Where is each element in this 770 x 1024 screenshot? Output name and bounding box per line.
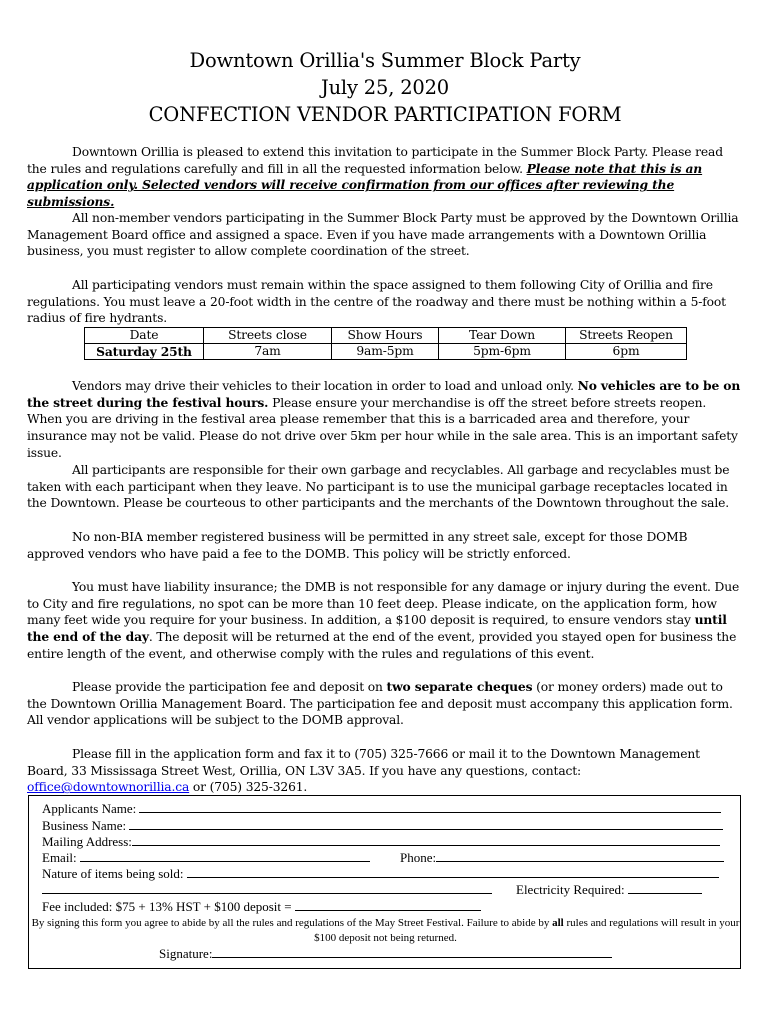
application-note: Please note that this is an application only. Selected vendors will receive confirmation from our offices after reviewing the submissions. bbox=[27, 160, 703, 210]
email-row bbox=[42, 850, 370, 866]
items-row bbox=[42, 866, 719, 882]
fee-label: Fee included: $75 + 13% HST + $100 deposit = bbox=[42, 899, 292, 914]
space-paragraph bbox=[27, 277, 743, 327]
applicant-row bbox=[42, 801, 721, 817]
applicant-name-field[interactable] bbox=[139, 801, 721, 813]
schedule-header-row bbox=[85, 328, 687, 344]
schedule-header-cell: Date bbox=[85, 328, 204, 344]
approval-paragraph bbox=[27, 210, 743, 260]
insurance-text-cont: . The deposit will be returned at the end of the event, provided you stayed open for business the entire length of the event, and otherwise comply with the rules and regulations of this event. bbox=[27, 630, 737, 661]
fee-row bbox=[42, 899, 481, 915]
applicant-label: Applicants Name: bbox=[42, 801, 137, 816]
items-field-continued[interactable] bbox=[42, 882, 492, 894]
payment-text: Please provide the participation fee and deposit on bbox=[72, 680, 387, 694]
fee-total-field[interactable] bbox=[295, 899, 481, 911]
schedule-table bbox=[84, 327, 687, 360]
bia-text: No non-BIA member registered business will be permitted in any street sale, except for those DOMB approved vendors who have paid a fee to the DOMB. This policy will be strictly enforced. bbox=[27, 530, 688, 561]
cheques-rule: two separate cheques bbox=[386, 679, 533, 694]
items-label: Nature of items being sold: bbox=[42, 866, 184, 881]
mailing-row bbox=[42, 834, 720, 850]
schedule-header-cell: Streets Reopen bbox=[566, 328, 687, 344]
space-text: All participating vendors must remain within the space assigned to them following City of Orillia and fire regulations. You must leave a 20-foot width in the centre of the roadway and there must be nothing within a 5-foot radius of fire hydrants. bbox=[27, 278, 726, 326]
contact-text: Please fill in the application form and fax it to (705) 325-7666 or mail it to the Downtown Management Board, 33 Mississaga Street West, Orillia, ON L3V 3A5. If you have any questions, contact: bbox=[27, 747, 700, 778]
schedule-cell: 9am-5pm bbox=[332, 344, 439, 360]
insurance-text: You must have liability insurance; the DMB is not responsible for any damage or injury during the event. Due to City and fire regulations, no spot can be more than 10 feet deep. Please indicate, on the application form, how many feet wide you require for your business. In addition, a $100 deposit is required, to ensure vendors stay bbox=[27, 580, 740, 628]
phone-row bbox=[400, 850, 724, 866]
schedule-cell: 6pm bbox=[566, 344, 687, 360]
schedule-cell: Saturday 25th bbox=[85, 344, 204, 360]
schedule-header-cell: Tear Down bbox=[439, 328, 566, 344]
email-label: Email: bbox=[42, 850, 77, 865]
intro-paragraph bbox=[27, 144, 743, 211]
agreement-bold: all bbox=[552, 917, 564, 929]
payment-paragraph bbox=[27, 679, 743, 729]
mailing-label: Mailing Address: bbox=[42, 834, 132, 849]
event-title: Downtown Orillia's Summer Block Party bbox=[189, 49, 581, 72]
contact-phone-text: or (705) 325-3261. bbox=[189, 780, 308, 795]
schedule-header-cell: Streets close bbox=[204, 328, 332, 344]
garbage-paragraph bbox=[27, 462, 743, 512]
application-form bbox=[28, 795, 741, 969]
business-label: Business Name: bbox=[42, 818, 127, 833]
vehicles-text: Vendors may drive their vehicles to their location in order to load and unload only. bbox=[72, 379, 578, 393]
approval-text: All non-member vendors participating in the Summer Block Party must be approved by the Downtown Orillia Management Board office and assigned a space. Even if you have made arrangements with a Downtown Orillia business, you must register to allow complete coordination of the street. bbox=[27, 211, 739, 259]
phone-field[interactable] bbox=[436, 850, 724, 862]
business-name-field[interactable] bbox=[129, 818, 723, 830]
agreement-text: By signing this form you agree to abide by all the rules and regulations of the May Street Festival. Failure to abide by bbox=[31, 917, 553, 929]
electricity-label: Electricity Required: bbox=[516, 882, 625, 897]
bia-paragraph bbox=[27, 529, 743, 562]
agreement-note bbox=[29, 916, 742, 946]
mailing-address-field[interactable] bbox=[132, 834, 720, 846]
insurance-paragraph bbox=[27, 579, 743, 663]
schedule-header-cell: Show Hours bbox=[332, 328, 439, 344]
intro-text: Downtown Orillia is pleased to extend this invitation to participate in the Summer Block Party. Please read the rules and regulations carefully and fill in all the requested information below. bbox=[27, 145, 723, 176]
schedule-cell: 7am bbox=[204, 344, 332, 360]
electricity-field[interactable] bbox=[628, 882, 702, 894]
event-date: July 25, 2020 bbox=[320, 76, 450, 99]
garbage-text: All participants are responsible for their own garbage and recyclables. All garbage and recyclables must be taken with each participant when they leave. No participant is to use the municipal garbage receptacles located in the Downtown. Please be courteous to other participants and the merchants of the Downtown throughout the sale. bbox=[27, 463, 730, 511]
vehicles-paragraph bbox=[27, 378, 743, 462]
signature-label: Signature: bbox=[159, 946, 213, 961]
phone-label: Phone: bbox=[400, 850, 437, 865]
schedule-cell: 5pm-6pm bbox=[439, 344, 566, 360]
electricity-row bbox=[516, 882, 702, 898]
email-field[interactable] bbox=[80, 850, 370, 862]
business-row bbox=[42, 818, 723, 834]
items-field[interactable] bbox=[187, 866, 719, 878]
agreement-text-cont: rules and regulations will result in your $100 deposit not being returned. bbox=[314, 917, 740, 944]
vehicles-text-cont: Please ensure your merchandise is off the street before streets reopen. When you are driving in the festival area please remember that this is a barricaded area and therefore, your insurance may not be valid. Please do not drive over 5km per hour while in the sale area. This is an important safety issue. bbox=[27, 395, 738, 460]
items-row-2 bbox=[42, 882, 492, 898]
schedule-row bbox=[85, 344, 687, 360]
contact-paragraph bbox=[27, 746, 743, 796]
signature-field[interactable] bbox=[212, 946, 612, 958]
contact-email-link[interactable]: office@downtownorillia.ca bbox=[27, 780, 190, 795]
signature-row bbox=[159, 946, 612, 962]
form-title: CONFECTION VENDOR PARTICIPATION FORM bbox=[148, 103, 622, 126]
deposit-rule: until the end of the day bbox=[27, 612, 727, 645]
payment-text-cont: (or money orders) made out to the Downtown Orillia Management Board. The participation fee and deposit must accompany this application form. All vendor applications will be subject to the DOMB approval. bbox=[27, 680, 733, 728]
vehicles-rule: No vehicles are to be on the street during the festival hours. bbox=[27, 378, 741, 410]
